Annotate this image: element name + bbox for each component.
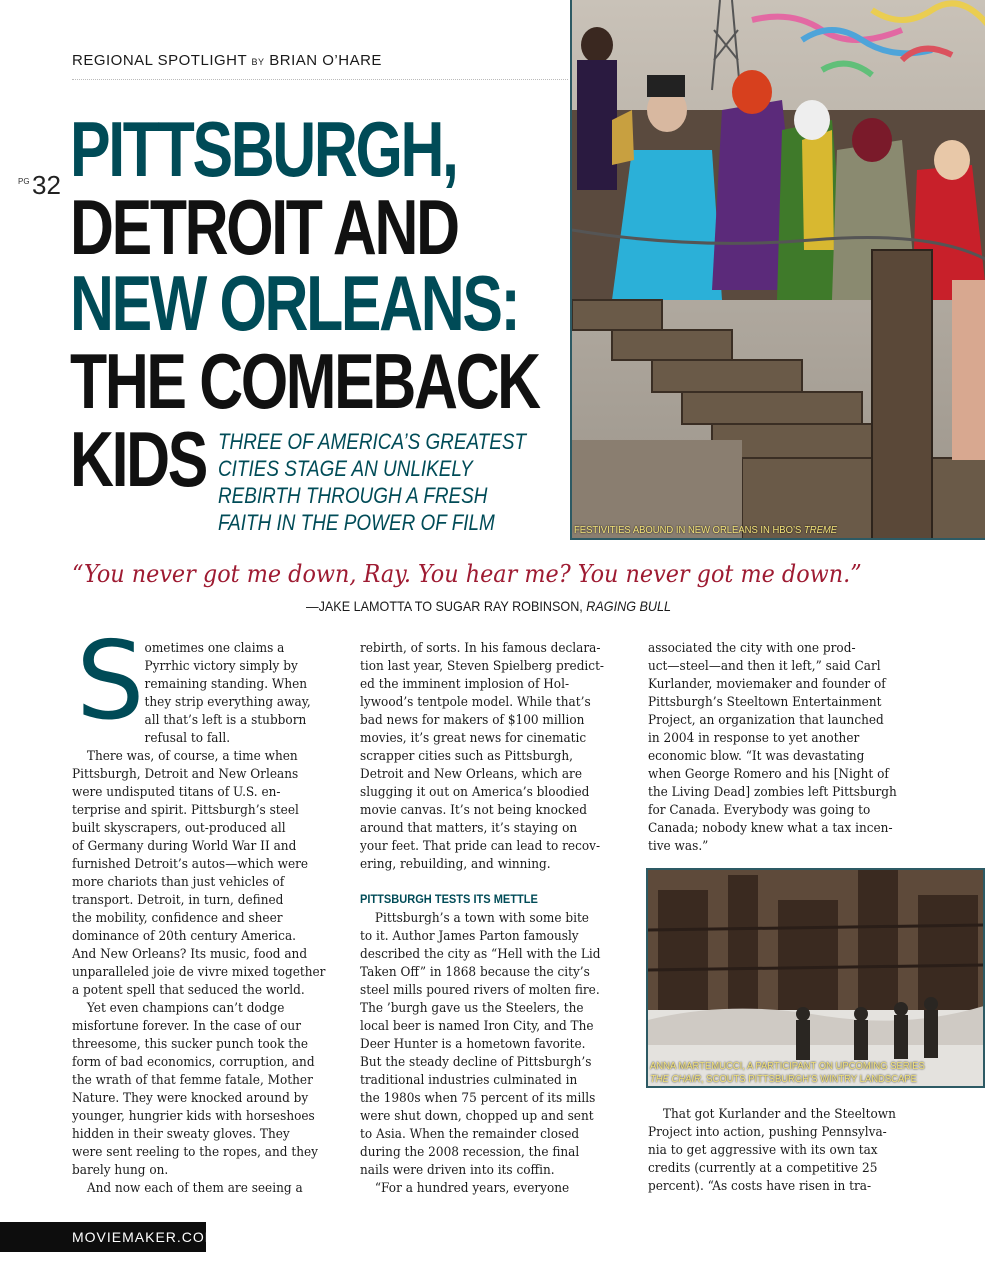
body-line: That got Kurlander and the Steeltown [662,1107,896,1122]
body-line: lywood’s tentpole model. While that’s [360,695,591,710]
body-line: dominance of 20th century America. [72,929,296,944]
body-line: hidden in their sweaty gloves. They [72,1127,290,1142]
body-line: movie canvas. It’s not being knocked [360,803,587,818]
body-line: in 2004 in response to yet another [648,731,860,746]
body-line: described the city as “Hell with the Lid [360,947,601,962]
body-line: younger, hungrier kids with horseshoes [72,1109,315,1124]
body-line: tive was.” [648,839,709,854]
body-line: Pittsburgh’s Steeltown Entertainment [648,695,882,710]
body-line: Kurlander, moviemaker and founder of [648,677,886,692]
body-line: form of bad economics, corruption, and [72,1055,315,1070]
body-line: of Germany during World War II and [72,839,297,854]
pull-quote: “You never got me down, Ray. You hear me? You never got me down.” [72,560,862,588]
body-line: nia to get aggressive with its own tax [648,1143,878,1158]
photo-caption-new-orleans [574,524,837,536]
body-line: And now each of them are seeing a [86,1181,303,1196]
body-line: nails were driven into its coffin. [360,1163,555,1178]
body-line: built skyscrapers, out-produced all [72,821,286,836]
body-line: were shut down, chopped up and sent [360,1109,594,1124]
body-line: refusal to fall. [144,731,231,746]
byline-by: BY [251,57,265,67]
article-column-2 [360,640,622,874]
body-line: were undisputed titans of U.S. en- [72,785,281,800]
body-line: they strip everything away, [144,695,311,710]
photo-pittsburgh-landscape [646,868,985,1088]
body-line: economic blow. “It was devastating [648,749,865,764]
article-column-2-continued [360,910,622,1198]
body-line: more chariots than just vehicles of [72,875,285,890]
body-line: around that matters, it’s staying on [360,821,578,836]
body-line: all that’s left is a stubborn [144,713,307,728]
body-line: the Living Dead] zombies left Pittsburgh [648,785,897,800]
caption-series-title: THE CHAIR [650,1073,701,1085]
body-line: percent). “As costs have risen in tra- [648,1179,872,1194]
body-line: terprise and spirit. Pittsburgh’s steel [72,803,299,818]
pull-quote-attribution [306,598,671,614]
caption-title: TREME [803,524,838,536]
page-label: PG [18,177,30,186]
body-line: The ’burgh gave us the Steelers, the [360,1001,584,1016]
headline-deck: THREE OF AMERICA’S GREATEST CITIES STAGE AN UNLIKELY REBIRTH THROUGH A FRESH FAITH IN THE POWER OF FILM [218,429,527,535]
body-line: local beer is named Iron City, and The [360,1019,594,1034]
body-line: rebirth, of sorts. In his famous declara- [360,641,601,656]
body-line: ed the imminent implosion of Hol- [360,677,570,692]
body-line: for Canada. Everybody was going to [648,803,871,818]
body-line: traditional industries culminated in [360,1073,578,1088]
body-line: ering, rebuilding, and winning. [360,857,551,872]
body-line: to Asia. When the remainder closed [360,1127,580,1142]
footer-site-link[interactable]: MOVIEMAKER.COM [72,1229,218,1245]
body-line: were sent reeling to the ropes, and they [72,1145,318,1160]
article-column-3-continued [648,1106,918,1196]
body-line: Canada; nobody knew what a tax incen- [648,821,893,836]
body-line: “For a hundred years, everyone [374,1181,570,1196]
headline-line-4: THE COMEBACK [70,337,539,425]
body-line: when George Romero and his [Night of [648,767,889,782]
body-line: movies, it’s great news for cinematic [360,731,587,746]
page-number: 32 [32,170,61,200]
attribution-film: RAGING BULL [586,598,672,614]
body-line: There was, of course, a time when [86,749,298,764]
headline-line-3: NEW ORLEANS: [70,259,519,347]
body-line: threesome, this sucker punch took the [72,1037,309,1052]
festival-photo-illustration [572,0,985,540]
body-line: furnished Detroit’s autos—which were [72,857,309,872]
body-line: your feet. That pride can lead to recov- [360,839,601,854]
body-line: transport. Detroit, in turn, defined [72,893,284,908]
caption-text: FESTIVITIES ABOUND IN NEW ORLEANS IN HBO’S [574,524,804,536]
headline-line-5: KIDS [70,415,207,503]
body-line: the 1980s when 75 percent of its mills [360,1091,596,1106]
body-line: Yet even champions can’t dodge [86,1001,285,1016]
body-line: Deer Hunter is a hometown favorite. [360,1037,586,1052]
body-line: slugging it out on America’s bloodied [360,785,590,800]
body-line: unparalleled joie de vivre mixed together [72,965,326,980]
article-kicker [72,52,568,80]
body-line: tion last year, Steven Spielberg predict- [360,659,605,674]
body-line: Nature. They were knocked around by [72,1091,309,1106]
body-line: scrapper cities such as Pittsburgh, [360,749,574,764]
body-line: misfortune forever. In the case of our [72,1019,301,1034]
body-line: bad news for makers of $100 million [360,713,585,728]
body-line: Project, an organization that launched [648,713,884,728]
body-line: remaining standing. When [144,677,308,692]
section-subhead: PITTSBURGH TESTS ITS METTLE [360,892,538,906]
body-line: barely hung on. [72,1163,169,1178]
body-line: a potent spell that seduced the world. [72,983,305,998]
article-column-1 [72,640,342,1198]
body-line: the wrath of that femme fatale, Mother [72,1073,313,1088]
body-line: Project into action, pushing Pennsylva- [648,1125,887,1140]
body-line: And New Orleans? Its music, food and [72,947,308,962]
steel-mill-photo-illustration [648,870,985,1088]
body-line: ometimes one claims a [144,641,285,656]
article-column-3 [648,640,918,856]
body-line: Pyrrhic victory simply by [144,659,298,674]
photo-caption-pittsburgh-line-2 [650,1073,917,1085]
body-line: Pittsburgh’s a town with some bite [374,911,589,926]
headline-line-1: PITTSBURGH, [70,105,457,193]
body-line: uct—steel—and then it left,” said Carl [648,659,881,674]
headline-line-2: DETROIT AND [70,183,458,271]
photo-caption-pittsburgh-line-1: ANNA MARTEMUCCI, A PARTICIPANT ON UPCOMING SERIES [650,1060,925,1072]
author-name: BRIAN O’HARE [269,52,382,69]
body-line: during the 2008 recession, the final [360,1145,580,1160]
drop-cap: S [76,619,145,744]
body-line: credits (currently at a competitive 25 [648,1161,878,1176]
attribution-text: —JAKE LAMOTTA TO SUGAR RAY ROBINSON, [306,598,587,614]
body-line: steel mills poured rivers of molten fire. [360,983,600,998]
body-line: But the steady decline of Pittsburgh’s [360,1055,592,1070]
body-line: Detroit and New Orleans, which are [360,767,582,782]
section-label: REGIONAL SPOTLIGHT [72,52,247,69]
body-line: Pittsburgh, Detroit and New Orleans [72,767,299,782]
body-line: to it. Author James Parton famously [360,929,579,944]
body-line: associated the city with one prod- [648,641,856,656]
photo-new-orleans-festivities [570,0,985,540]
body-line: the mobility, confidence and sheer [72,911,283,926]
body-line: Taken Off” in 1868 because the city’s [360,965,590,980]
caption-text: , SCOUTS PITTSBURGH’S WINTRY LANDSCAPE [700,1073,917,1085]
